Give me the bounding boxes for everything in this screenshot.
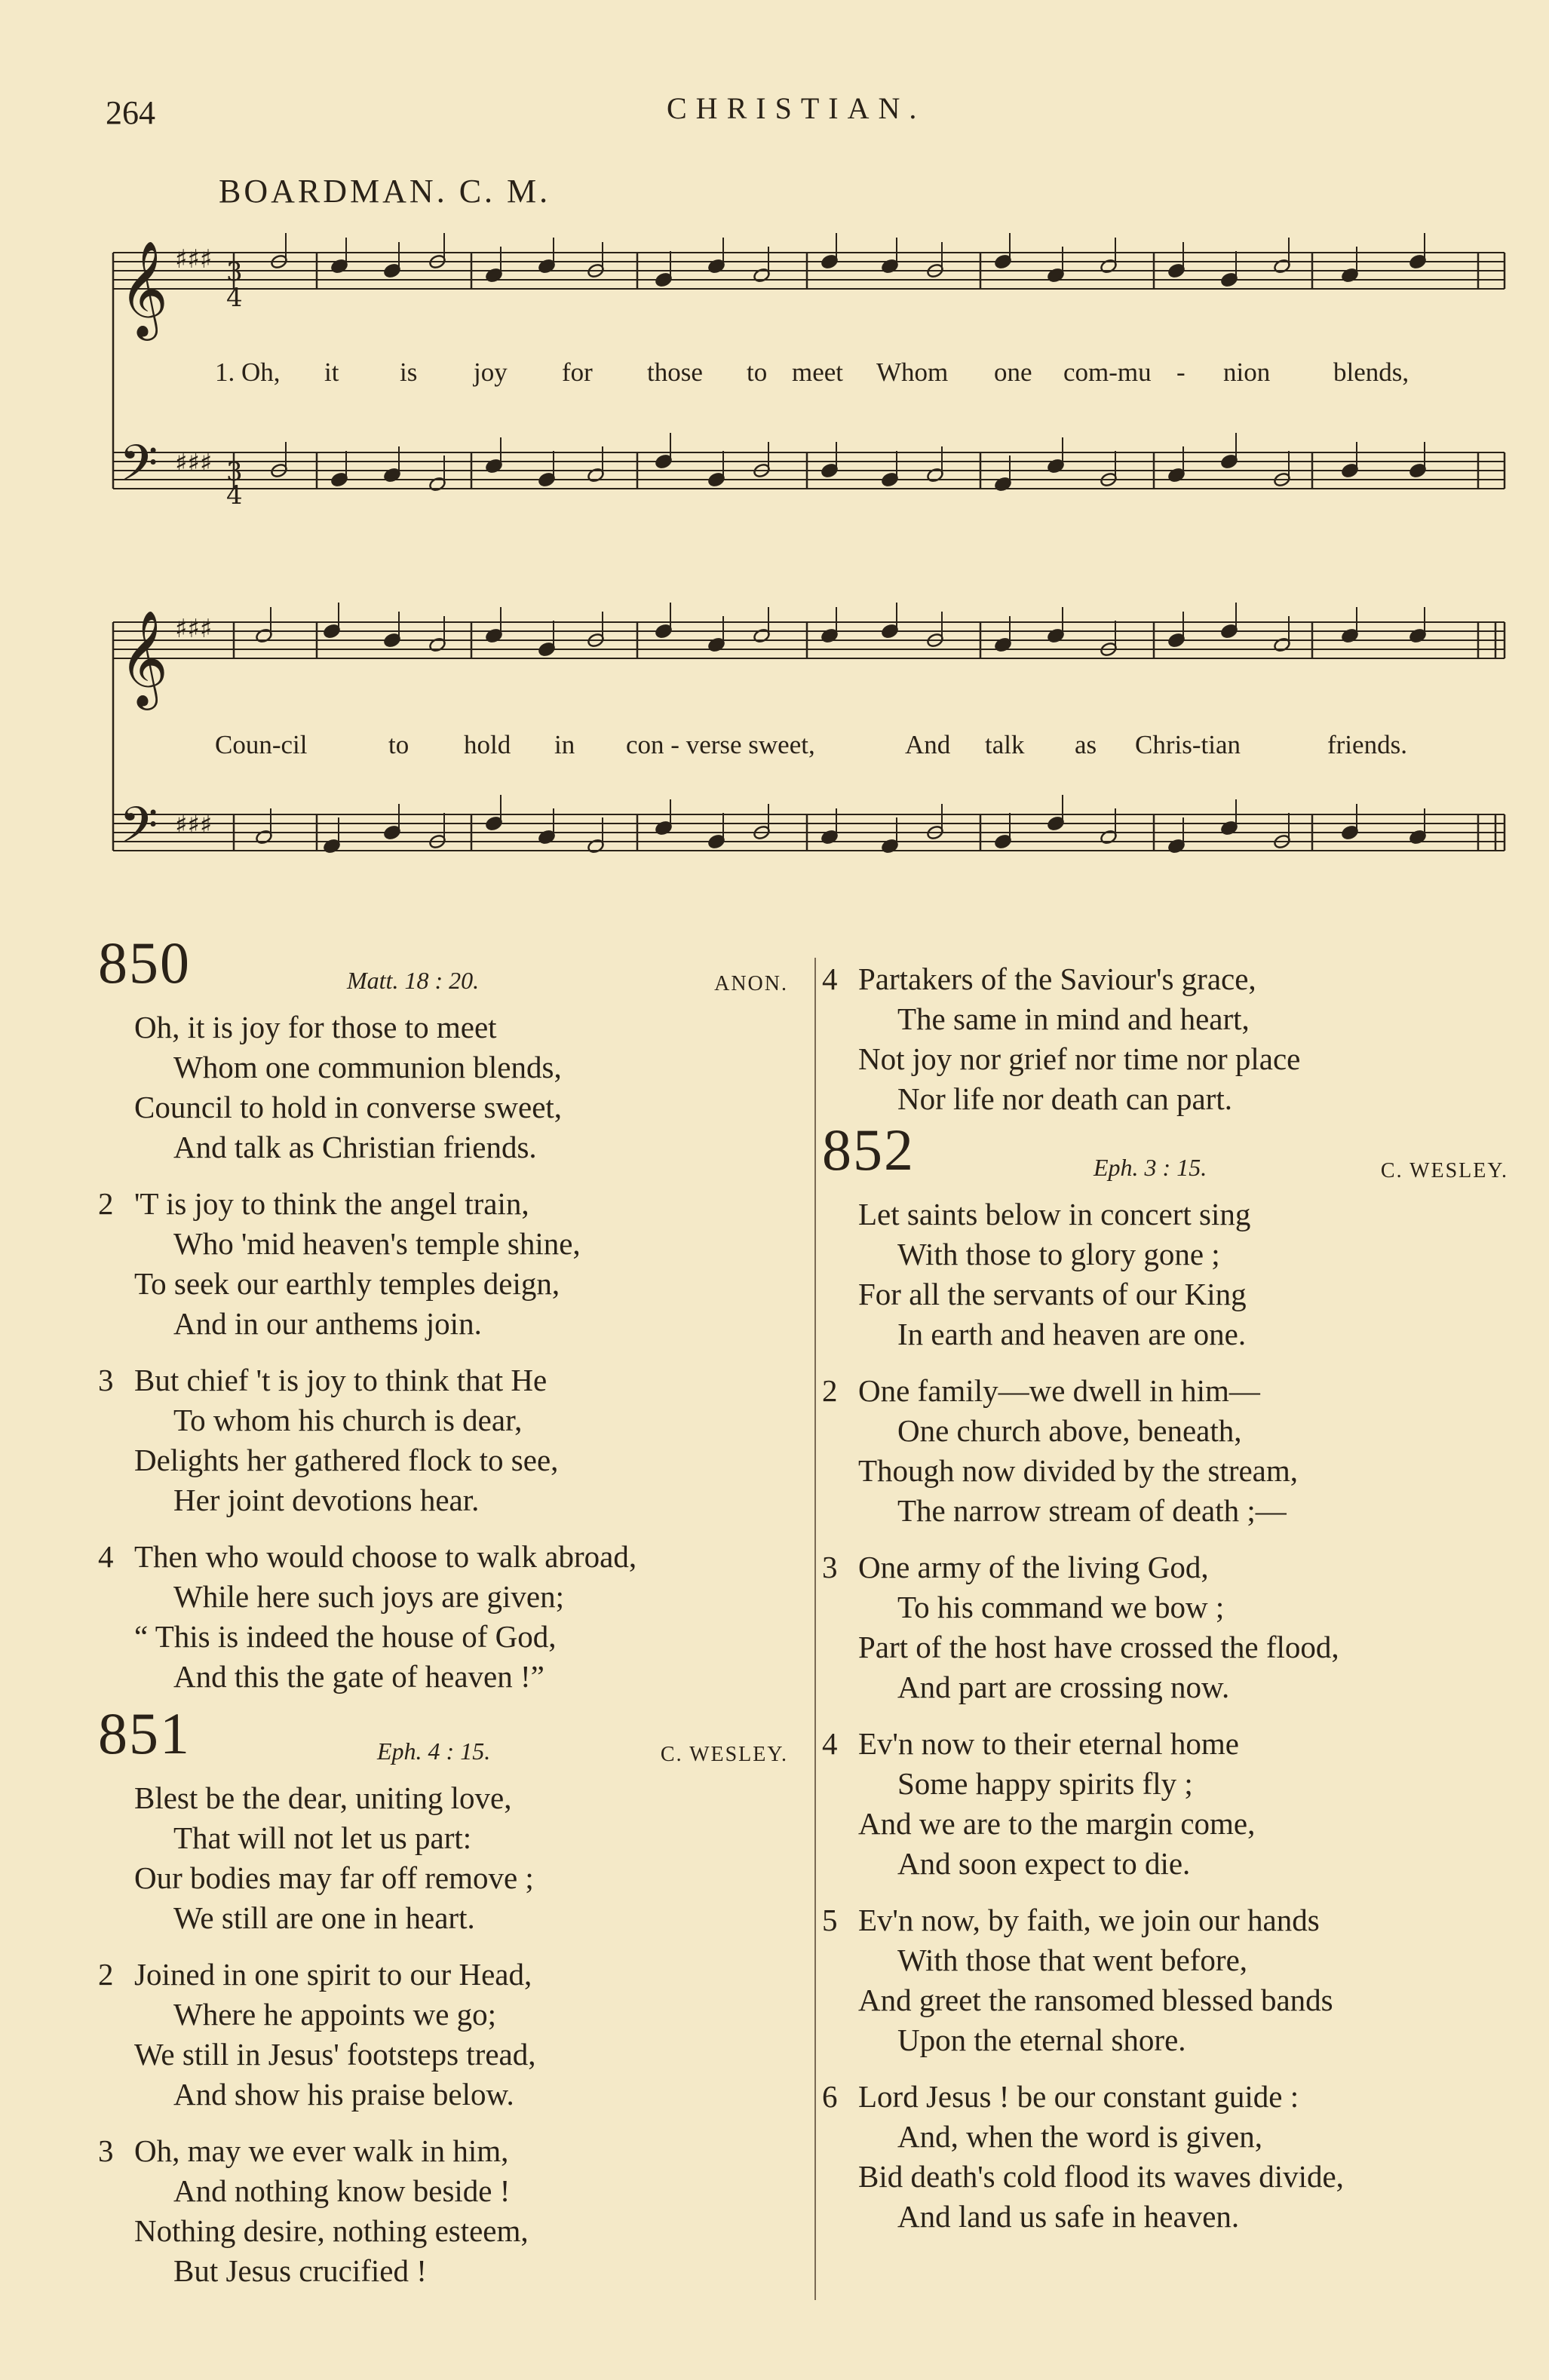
verse-line: With those that went before, [897,1943,1248,1977]
lyric-syllable: as [1075,730,1097,759]
verse-line: And this the gate of heaven !” [173,1659,544,1694]
verse-line [98,1008,788,1047]
stanza [98,1537,788,1697]
verse-text: Lord Jesus ! be our constant guide : [858,2079,1299,2114]
stanza-number: 3 [822,1550,838,1584]
stanza-number: 2 [98,1186,114,1221]
key-signature: ♯♯♯ [175,244,213,274]
verse-line [98,2131,788,2171]
verse-line [822,1724,1508,1764]
hymn-number: 851 [98,1701,191,1766]
verse-line: We still are one in heart. [173,1900,475,1935]
lyric-syllable: is [400,357,418,387]
music-score [0,0,1549,935]
verse-line [822,959,1508,999]
verse-text: Then who would choose to walk abroad, [134,1539,637,1574]
stanza-number: 6 [822,2079,838,2114]
verse-line: Our bodies may far off remove ; [134,1860,534,1895]
hymn-number: 852 [822,1117,915,1182]
verse-line: With those to glory gone ; [897,1237,1220,1271]
verse-text: Ev'n now, by faith, we join our hands [858,1903,1320,1937]
verse-line: Who 'mid heaven's temple shine, [173,1226,581,1261]
verse-line: But Jesus crucified ! [173,2253,427,2288]
verse-line: And, when the word is given, [897,2119,1262,2154]
verse-text: Let saints below in concert sing [858,1197,1251,1231]
verse-line [98,1537,788,1577]
verse-line: To whom his church is dear, [173,1403,523,1437]
verse-line: Not joy nor grief nor time nor place [858,1041,1301,1076]
lyric-syllable: those [647,357,703,387]
lyric-syllable: to [747,357,768,387]
verse-line: One church above, beneath, [897,1413,1242,1448]
hymn-851-text [98,1778,788,2291]
verse-text: Partakers of the Saviour's grace, [858,962,1256,996]
verse-line: The narrow stream of death ;— [897,1493,1287,1528]
stanza-number: 4 [98,1539,114,1574]
lyric-syllable: in [554,730,575,759]
verse-line: Some happy spirits fly ; [897,1766,1193,1801]
verse-line: And show his praise below. [173,2077,514,2112]
lyric-syllable: nion [1223,357,1271,387]
stanza-number: 3 [98,1363,114,1397]
verse-text: But chief 't is joy to think that He [134,1363,548,1397]
stanza [822,1900,1508,2060]
hymn-850-text [98,1008,788,1697]
stanza-number: 4 [822,962,838,996]
running-header: CHRISTIAN. [667,91,926,125]
stanza-number: 2 [98,1957,114,1992]
lyric-syllable: 1. Oh, [215,357,281,387]
treble-clef-icon: 𝄞 [119,240,169,336]
tune-name: BOARDMAN. C. M. [219,173,551,210]
lyric-syllable: Whom [876,357,949,387]
stanza [98,1360,788,1520]
verse-text: Oh, may we ever walk in him, [134,2133,509,2168]
verse-line: In earth and heaven are one. [897,1317,1247,1351]
verse-line: And we are to the margin come, [858,1806,1256,1841]
stanza [98,1008,788,1167]
verse-line: Her joint devotions hear. [173,1483,480,1517]
bass-clef-icon: 𝄢 [119,434,158,505]
time-signature: 4 [226,283,243,313]
lyric-syllable: for [562,357,593,387]
stanza [822,1547,1508,1707]
key-signature: ♯♯♯ [175,614,213,644]
bass-clef-icon: 𝄢 [119,796,158,866]
hymn-851-continued [822,959,1508,1119]
stanza [822,1724,1508,1884]
verse-line: Nor life nor death can part. [897,1081,1232,1116]
lyric-syllable: joy [474,357,508,387]
scripture-reference: Matt. 18 : 20. [347,967,480,994]
stanza-number: 5 [822,1903,838,1937]
verse-line [822,2077,1508,2117]
verse-text: Oh, it is joy for those to meet [134,1010,497,1044]
verse-line: And in our anthems join. [173,1306,482,1341]
stanza-number: 4 [822,1726,838,1761]
verse-line: And soon expect to die. [897,1846,1191,1881]
lyric-syllable: Coun-cil [215,730,308,759]
lyric-syllable: - [1176,357,1186,387]
verse-line [98,1778,788,1818]
verse-line: Upon the eternal shore. [897,2023,1186,2057]
hymn-header-850 [98,930,788,1008]
verse-text: Blest be the dear, uniting love, [134,1780,512,1815]
stanza [822,1195,1508,1354]
lyric-syllable: to [388,730,409,759]
lyric-syllable: one [994,357,1032,387]
lyric-syllable: Chris-tian [1135,730,1241,759]
lyric-syllable: And [905,730,951,759]
verse-line: For all the servants of our King [858,1277,1247,1311]
hymn-author: C. WESLEY. [660,1743,788,1766]
left-column [98,930,788,2308]
stanza [822,959,1508,1119]
verse-line [98,1955,788,1995]
lyric-syllable: con - verse sweet, [626,730,815,759]
verse-line: And part are crossing now. [897,1670,1230,1704]
treble-clef-icon: 𝄞 [119,609,169,706]
verse-line: We still in Jesus' footsteps tread, [134,2037,536,2072]
hymn-852-text [822,1195,1508,2237]
verse-line: Though now divided by the stream, [858,1453,1299,1488]
verse-line [822,1195,1508,1234]
verse-line: And greet the ransomed blessed bands [858,1983,1333,2017]
hymn-author: C. WESLEY. [1380,1159,1508,1182]
lyric-syllable: hold [464,730,511,759]
verse-line [822,1900,1508,1940]
lyric-syllable: friends. [1327,730,1407,759]
verse-text: One army of the living God, [858,1550,1209,1584]
verse-line: While here such joys are given; [173,1579,565,1614]
verse-line [98,1184,788,1224]
verse-line: Council to hold in converse sweet, [134,1090,563,1124]
verse-line [822,1547,1508,1587]
key-signature: ♯♯♯ [175,448,213,478]
stanza [822,2077,1508,2237]
key-signature: ♯♯♯ [175,810,213,840]
verse-line: Bid death's cold flood its waves divide, [858,2159,1344,2194]
verse-line: Where he appoints we go; [173,1997,497,2032]
time-signature: 4 [226,480,243,511]
scripture-reference: Eph. 4 : 15. [377,1737,491,1765]
verse-line: The same in mind and heart, [897,1001,1250,1036]
scripture-reference: Eph. 3 : 15. [1094,1154,1207,1181]
lyric-syllable: meet [792,357,844,387]
verse-line: And nothing know beside ! [173,2173,511,2208]
stanza [98,1778,788,1938]
verse-text: 'T is joy to think the angel train, [134,1186,529,1221]
verse-text: Ev'n now to their eternal home [858,1726,1239,1761]
column-divider [814,958,816,2300]
right-column [822,959,1508,2253]
time-signature: 3 [226,257,243,287]
lyric-syllable: blends, [1333,357,1409,387]
verse-line: To seek our earthly temples deign, [134,1266,560,1301]
verse-text: Joined in one spirit to our Head, [134,1957,532,1992]
verse-line: Part of the host have crossed the flood, [858,1630,1339,1664]
page-number: 264 [106,94,155,131]
verse-line: And land us safe in heaven. [897,2199,1240,2234]
stanza [98,1184,788,1344]
hymn-author: ANON. [714,972,788,995]
hymn-number: 850 [98,930,191,995]
verse-line [822,1371,1508,1411]
verse-text: One family—we dwell in him— [858,1373,1260,1408]
verse-line: And talk as Christian friends. [173,1130,537,1164]
stanza-number: 2 [822,1373,838,1408]
stanza [822,1371,1508,1531]
stanza [98,1955,788,2115]
verse-line: That will not let us part: [173,1820,472,1855]
hymn-header-851 [98,1701,788,1778]
lyric-syllable: com-mu [1063,357,1152,387]
verse-line: Delights her gathered flock to see, [134,1443,559,1477]
lyric-syllable: it [324,357,339,387]
verse-line: “ This is indeed the house of God, [134,1619,557,1654]
verse-line: Whom one communion blends, [173,1050,562,1084]
stanza [98,2131,788,2291]
stanza-number: 3 [98,2133,114,2168]
time-signature: 3 [226,457,243,487]
verse-line: To his command we bow ; [897,1590,1225,1624]
lyric-syllable: talk [985,730,1025,759]
hymn-header-852 [822,1117,1508,1195]
verse-line: Nothing desire, nothing esteem, [134,2213,529,2248]
verse-line [98,1360,788,1400]
